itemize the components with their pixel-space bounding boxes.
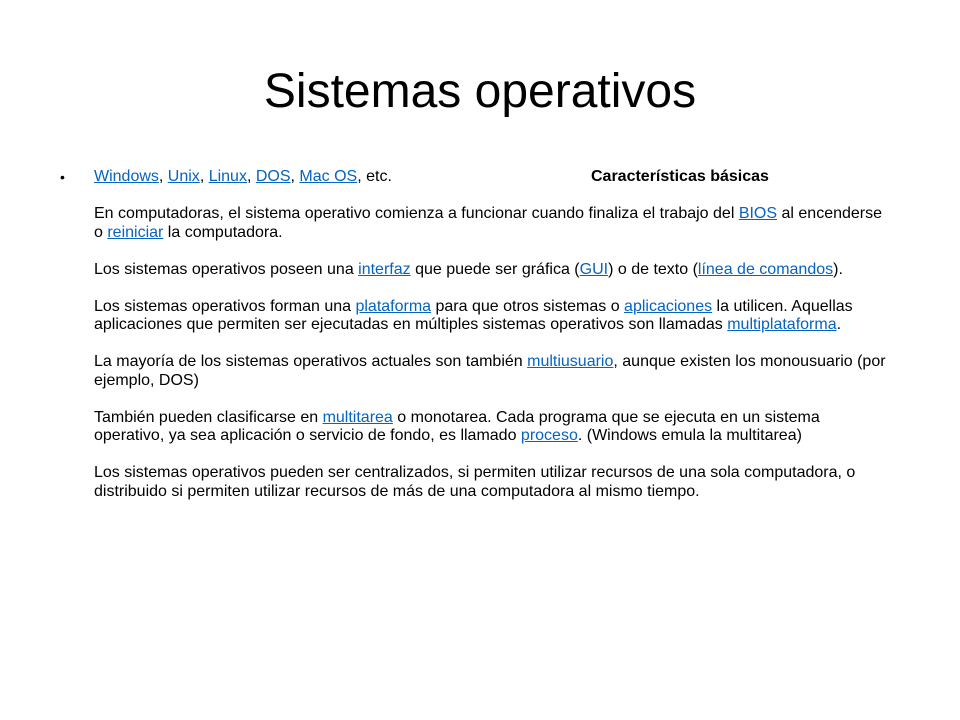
link-multiusuario[interactable]: multiusuario — [527, 353, 614, 370]
link-linux[interactable]: Linux — [208, 168, 247, 185]
link-interfaz[interactable]: interfaz — [358, 260, 411, 278]
paragraph-text: También pueden clasificarse en — [94, 408, 323, 426]
paragraph-multitarea — [94, 409, 894, 446]
paragraph-text: o monotarea. Cada programa que se ejecuta en un sistema operativo, ya sea aplicación o servicio de fondo, es llamado — [94, 408, 820, 444]
link-plataforma[interactable]: plataforma — [355, 297, 432, 315]
paragraph-text: La mayoría de los sistemas operativos actuales son también — [94, 353, 528, 370]
paragraph-plataforma — [94, 298, 894, 335]
paragraph-text: Los sistemas operativos forman una — [94, 297, 356, 315]
separator: , — [246, 168, 256, 185]
slide-title: Sistemas operativos — [263, 65, 697, 118]
paragraph-text: Los sistemas operativos poseen una — [94, 260, 359, 278]
paragraph-interfaz — [94, 261, 894, 280]
paragraph-text: . — [836, 316, 842, 333]
link-multitarea[interactable]: multitarea — [322, 408, 393, 426]
paragraph-text: que puede ser gráfica ( — [410, 260, 580, 278]
paragraph-text: , aunque existen los monousuario (por ejemplo, DOS) — [94, 353, 886, 389]
link-linea-de-comandos[interactable]: línea de comandos — [697, 260, 834, 278]
paragraph-centralizados — [94, 464, 894, 501]
link-dos[interactable]: DOS — [255, 168, 291, 185]
paragraph-bios — [94, 205, 894, 242]
os-list-line — [94, 168, 894, 187]
link-gui[interactable]: GUI — [579, 260, 609, 278]
link-proceso[interactable]: proceso — [520, 427, 578, 444]
os-list-tail: , etc. — [357, 168, 392, 185]
paragraph-text: al encenderse o — [94, 205, 883, 241]
link-windows[interactable]: Windows — [94, 168, 159, 185]
paragraph-text: ) o de texto ( — [608, 260, 698, 278]
separator: , — [158, 168, 168, 185]
paragraph-text: Los sistemas operativos pueden ser centralizados, si permiten utilizar recursos de una sola computadora, o distribuido si permiten utilizar recursos de más de una computadora al mismo tiempo. — [94, 464, 856, 500]
paragraph-text: para que otros sistemas o — [431, 297, 625, 315]
paragraph-text: la computadora. — [163, 223, 283, 241]
slide-body — [60, 168, 894, 520]
separator: , — [290, 168, 300, 185]
paragraph-multiusuario — [94, 353, 894, 390]
link-unix[interactable]: Unix — [167, 168, 200, 185]
link-aplicaciones[interactable]: aplicaciones — [624, 297, 713, 315]
link-reiniciar[interactable]: reiniciar — [107, 223, 164, 241]
paragraph-text: En computadoras, el sistema operativo comienza a funcionar cuando finaliza el trabajo del — [94, 205, 739, 222]
paragraph-text: . (Windows emula la multitarea) — [577, 427, 802, 444]
bullet-point: • — [60, 169, 65, 185]
link-mac-os[interactable]: Mac OS — [299, 168, 358, 185]
link-multiplataforma[interactable]: multiplataforma — [727, 316, 837, 333]
link-bios[interactable]: BIOS — [738, 205, 778, 222]
paragraph-text: ). — [833, 260, 843, 278]
separator: , — [199, 168, 209, 185]
section-heading-caracteristicas: Características básicas — [591, 168, 769, 185]
paragraph-text: la utilicen. Aquellas aplicaciones que permiten ser ejecutadas en múltiples sistemas operativos son llamadas — [94, 297, 853, 333]
